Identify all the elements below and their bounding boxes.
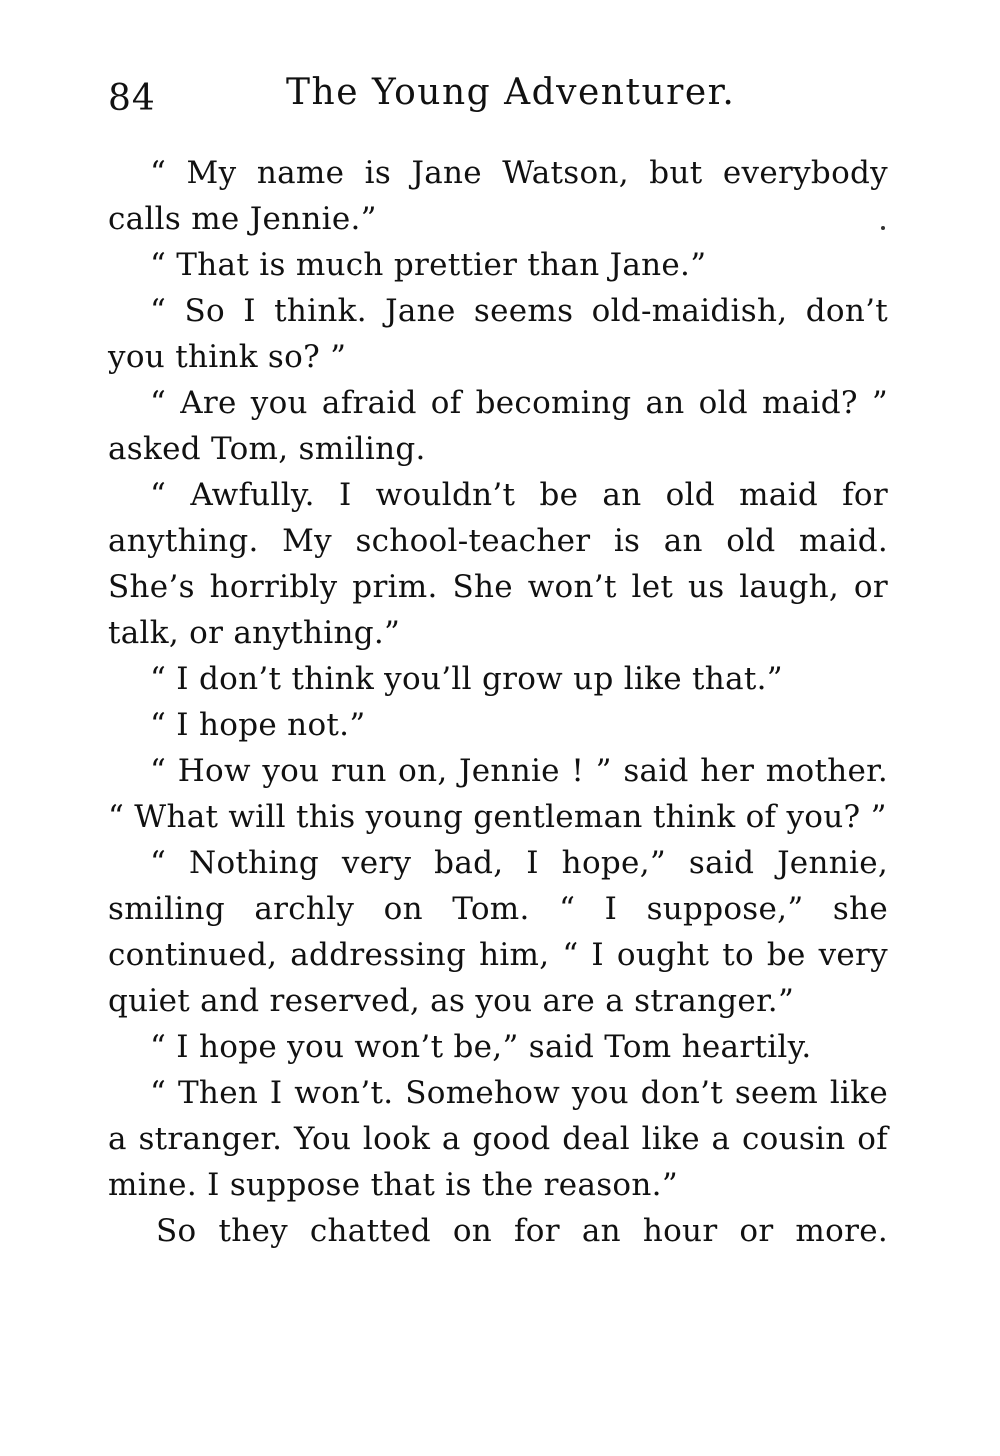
paragraph: “ Are you afraid of becoming an old maid? ” asked Tom, smiling. <box>108 385 888 467</box>
paragraph: “ I hope you won’t be,” said Tom heartily. <box>150 1029 812 1065</box>
paragraph: “ Then I won’t. Somehow you don’t seem like a stranger. You look a good deal like a cousin of mine. I suppose that is the reason.” <box>108 1075 888 1203</box>
paragraph: “ Awfully. I wouldn’t be an old maid for anything. My school-teacher is an old maid. She’s horribly prim. She won’t let us laugh, or talk, or anything.” <box>108 477 888 651</box>
paragraph: “ Nothing very bad, I hope,” said Jennie, smiling archly on Tom. “ I suppose,” she continued, addressing him, “ I ought to be very quiet and reserved, as you are a stranger.” <box>108 845 888 1019</box>
paragraph: “ How you run on, Jennie ! ” said her mother. “ What will this young gentleman think of you? ” <box>108 753 888 835</box>
page-number: 84 <box>108 78 156 119</box>
paragraph: “ That is much prettier than Jane.” <box>150 247 707 283</box>
paragraph: “ I hope not.” <box>150 707 366 743</box>
body-text <box>108 150 888 1254</box>
paragraph: “ So I think. Jane seems old-maidish, don’t you think so? ” <box>108 293 888 375</box>
running-title: The Young Adventurer. <box>286 72 736 113</box>
page-header <box>108 72 908 128</box>
paragraph: “ My name is Jane Watson, but everybody calls me Jennie.” <box>108 155 888 237</box>
paragraph: So they chatted on for an hour or more. <box>156 1213 888 1249</box>
paragraph: “ I don’t think you’ll grow up like that.” <box>150 661 783 697</box>
